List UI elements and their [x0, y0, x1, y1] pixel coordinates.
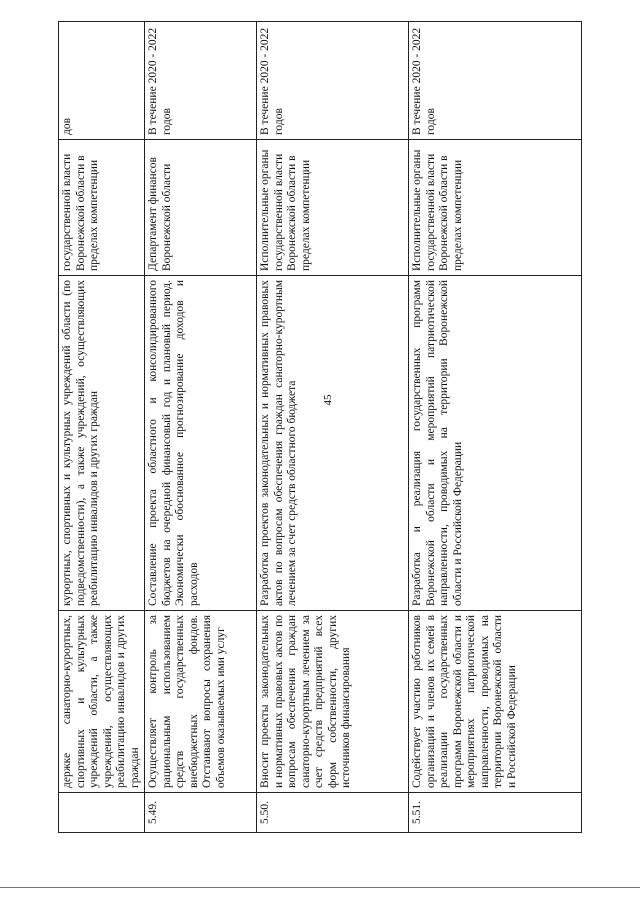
government-measure: Разработка и реализация государственных программ Воронежской области и мероприятий патриотической направленности, проводимых на территории Воронежской области и Российской Федерации: [409, 276, 582, 611]
row-number: 5.49.: [145, 793, 257, 833]
rotated-table-wrapper: [58, 22, 638, 833]
term: дов: [59, 22, 145, 140]
row-number: 5.50.: [257, 793, 409, 833]
footer-rule: [0, 887, 640, 888]
government-measure: Разработка проектов законодательных и нормативных правовых актов по вопросам обеспечения граждан санаторно-курортным лечением за счет средств областного бюджета: [257, 276, 409, 611]
term: В течение 2020 - 2022 годов: [257, 22, 409, 140]
government-measure: Составление проекта областного и консолидированного бюджетов на очередной финансовый год и плановый период. Экономически обоснованное прогнозирование доходов и расходов: [145, 276, 257, 611]
participant-obligation: Вносит проекты законодательных и нормативных правовых актов по вопросам обеспечения граждан санаторно-курортным лечением за счет средств предприятий всех форм собственности, других источников финансирования: [257, 611, 409, 793]
agreement-table: [58, 21, 582, 833]
table-row: [409, 22, 582, 833]
executor: Исполнительные органы государственной власти Воронежской области в пределах компетенции: [257, 140, 409, 276]
executor: государственной власти Воронежской области в пределах компетенции: [59, 140, 145, 276]
term: В течение 2020 - 2022 годов: [145, 22, 257, 140]
table-row: [145, 22, 257, 833]
table-row: [59, 22, 145, 833]
table-row: [257, 22, 409, 833]
executor: Департамент финансов Воронежской области: [145, 140, 257, 276]
participant-obligation: держке санаторно-курортных, спортивных и культурных учреждений области, а также учреждений, осуществляющих реабилитацию инвалидов и других граждан: [59, 611, 145, 793]
executor: Исполнительные органы государственной власти Воронежской области в пределах компетенции: [409, 140, 582, 276]
row-number: [59, 793, 145, 833]
government-measure: курортных, спортивных и культурных учреждений области (по подведомственности), а также учреждений, осуществляющих реабилитацию инвалидов и других граждан: [59, 276, 145, 611]
participant-obligation: Содействует участию работников организаций и членов их семей в реализации государственных программ Воронежской области и мероприятиях патриотической направленности, проводимых на территории Воронежской области и Российской Федерации: [409, 611, 582, 793]
page-number: 45: [322, 394, 334, 406]
participant-obligation: Осуществляет контроль за рациональным использованием средств государственных внебюджетных фондов. Отстаивают вопросы сохранения объемов оказываемых ими услуг: [145, 611, 257, 793]
row-number: 5.51.: [409, 793, 582, 833]
term: В течение 2020 - 2022 годов: [409, 22, 582, 140]
